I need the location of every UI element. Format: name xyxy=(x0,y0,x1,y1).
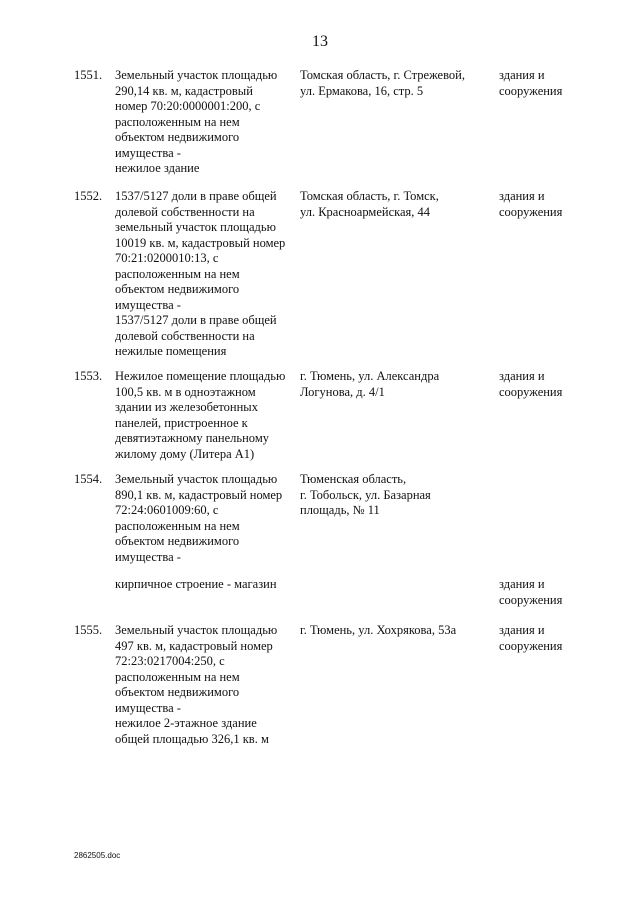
document-filename: 2862505.doc xyxy=(74,851,121,860)
entry-number: 1551. xyxy=(74,68,103,82)
entry-description: кирпичное строение - магазин xyxy=(115,577,277,591)
page-number: 13 xyxy=(312,33,328,50)
entry-description: Земельный участок площадью 890,1 кв. м, кадастровый номер 72:24:0601009:60, с расположенным на нем объектом недвижимого имущества - xyxy=(115,472,283,564)
entry-number: 1554. xyxy=(74,472,103,486)
entry-address: г. Тюмень, ул. Хохрякова, 53а xyxy=(300,623,457,637)
entry-description: Земельный участок площадью 290,14 кв. м, кадастровый номер 70:20:0000001:200, с расположенным на нем объектом недвижимого имущества - нежилое здание xyxy=(115,68,278,175)
entry-address: Тюменская область, г. Тобольск, ул. Базарная площадь, № 11 xyxy=(300,472,431,517)
entry-address: Томская область, г. Стрежевой, ул. Ермакова, 16, стр. 5 xyxy=(300,68,465,98)
entry-address: г. Тюмень, ул. Александра Логунова, д. 4/1 xyxy=(300,369,440,399)
entry-purpose: здания и сооружения xyxy=(499,68,563,98)
entry-description: 1537/5127 доли в праве общей долевой собственности на земельный участок площадью 10019 кв. м, кадастровый номер 70:21:0200010:13, с расположенным на нем объектом недвижимого имущества - 1537/5127 доли в праве общей долевой собственности на нежилые помещения xyxy=(115,189,286,358)
entry-purpose: здания и сооружения xyxy=(499,577,563,607)
entry-number: 1555. xyxy=(74,623,103,637)
entry-description: Земельный участок площадью 497 кв. м, кадастровый номер 72:23:0217004:250, с расположенным на нем объектом недвижимого имущества - нежилое 2-этажное здание общей площадью 326,1 кв. м xyxy=(115,623,278,746)
entry-address: Томская область, г. Томск, ул. Красноармейская, 44 xyxy=(300,189,439,219)
entry-description: Нежилое помещение площадью 100,5 кв. м в одноэтажном здании из железобетонных панелей, пристроенное к девятиэтажному панельному жилому дому (Литера А1) xyxy=(115,369,286,461)
entry-number: 1553. xyxy=(74,369,103,383)
entry-number: 1552. xyxy=(74,189,103,203)
entry-purpose: здания и сооружения xyxy=(499,623,563,653)
entry-purpose: здания и сооружения xyxy=(499,189,563,219)
entry-purpose: здания и сооружения xyxy=(499,369,563,399)
